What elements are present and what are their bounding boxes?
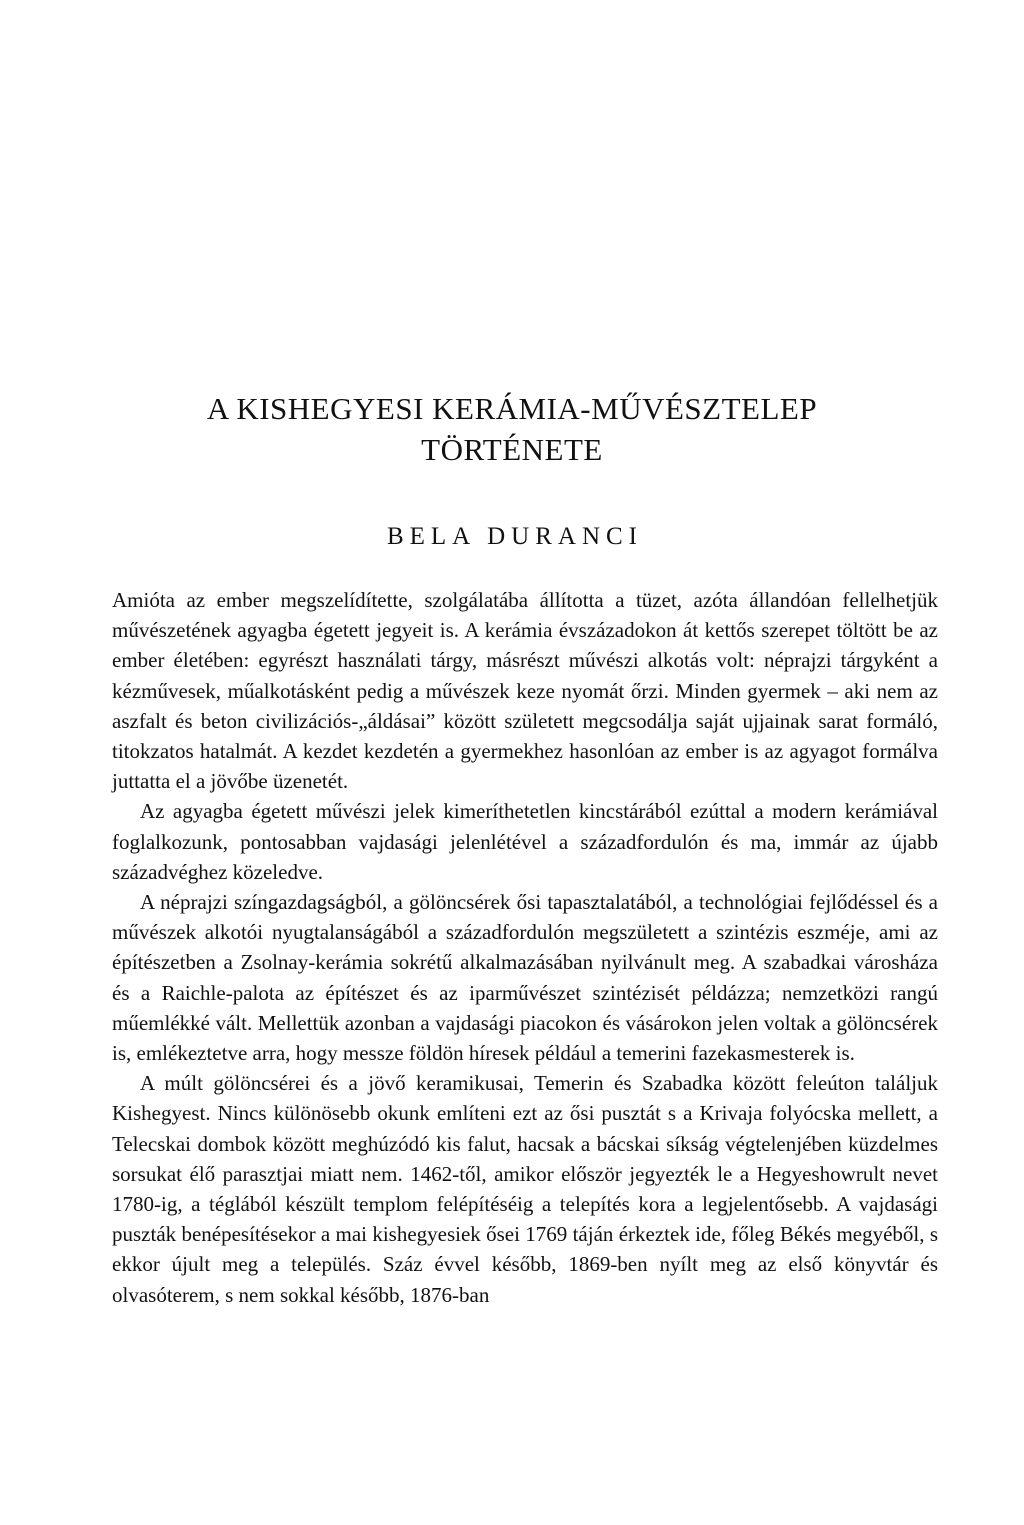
article-title-line-2: TÖRTÉNETE — [421, 432, 603, 467]
paragraph-1: Amióta az ember megszelídítette, szolgálatába állította a tüzet, azóta állandóan fellelhetjük művészetének agyagba égetett jegyeit is. A kerámia évszázadokon át kettős szerepet töltött be az ember életében: egyrészt használati tárgy, másrészt művészi alkotás volt: néprajzi tárgyként a kézművesek, műalkotásként pedig a művészek keze nyomát őrzi. Minden gyermek – aki nem az aszfalt és beton civilizációs-„áldásai” között született megcsodálja saját ujjainak sarat formáló, titokzatos hatalmát. A kezdet kezdetén a gyermekhez hasonlóan az ember is az agyagot formálva juttatta el a jövőbe üzenetét. — [112, 588, 938, 794]
article-title — [0, 388, 1024, 470]
paragraph-3: A néprajzi színgazdagságból, a gölöncsérek ősi tapasztalatából, a technológiai fejlődéssel és a művészek alkotói nyugtalanságából a századfordulón megszületett a szintézis eszméje, ami az építészetben a Zsolnay-kerámia sokrétű alkalmazásában nyilvánult meg. A szabadkai városháza és a Raichle-palota az építészet és az iparművészet szintézisét példázza; nemzetközi rangú műemlékké vált. Mellettük azonban a vajdasági piacokon és vásárokon jelen voltak a gölöncsérek is, emlékeztetve arra, hogy messze földön híresek például a temerini fazekasmesterek is. — [112, 890, 938, 1066]
paragraph-4: A múlt gölöncsérei és a jövő keramikusai, Temerin és Szabadka között feleúton találjuk Kishegyest. Nincs különösebb okunk említeni ezt az ősi pusztát s a Krivaja folyócska mellett, a Telecskai dombok között meghúzódó kis falut, hacsak a bácskai síkság végtelenjében küzdelmes sorsukat élő parasztjai miatt nem. 1462-től, amikor először jegyezték le a Hegyeshowrult nevet 1780-ig, a téglából készült templom felépítéséig a telepítés kora a legjelentősebb. A vajdasági puszták benépesítésekor a mai kishegyesiek ősei 1769 táján érkeztek ide, főleg Békés megyéből, s ekkor újult meg a település. Száz évvel később, 1869-ben nyílt meg az első könyvtár és olvasóterem, s nem sokkal később, 1876-ban — [112, 1071, 938, 1307]
article-title-line-1: A KISHEGYESI KERÁMIA-MŰVÉSZTELEP — [206, 391, 818, 426]
paragraph-2: Az agyagba égetett művészi jelek kimeríthetetlen kincstárából ezúttal a modern kerámiával foglalkozunk, pontosabban vajdasági jelenlétével a századfordulón és ma, immár az újabb századvéghez közeledve. — [112, 799, 938, 884]
article-body — [112, 585, 938, 1310]
article-author: BELA DURANCI — [386, 523, 644, 550]
